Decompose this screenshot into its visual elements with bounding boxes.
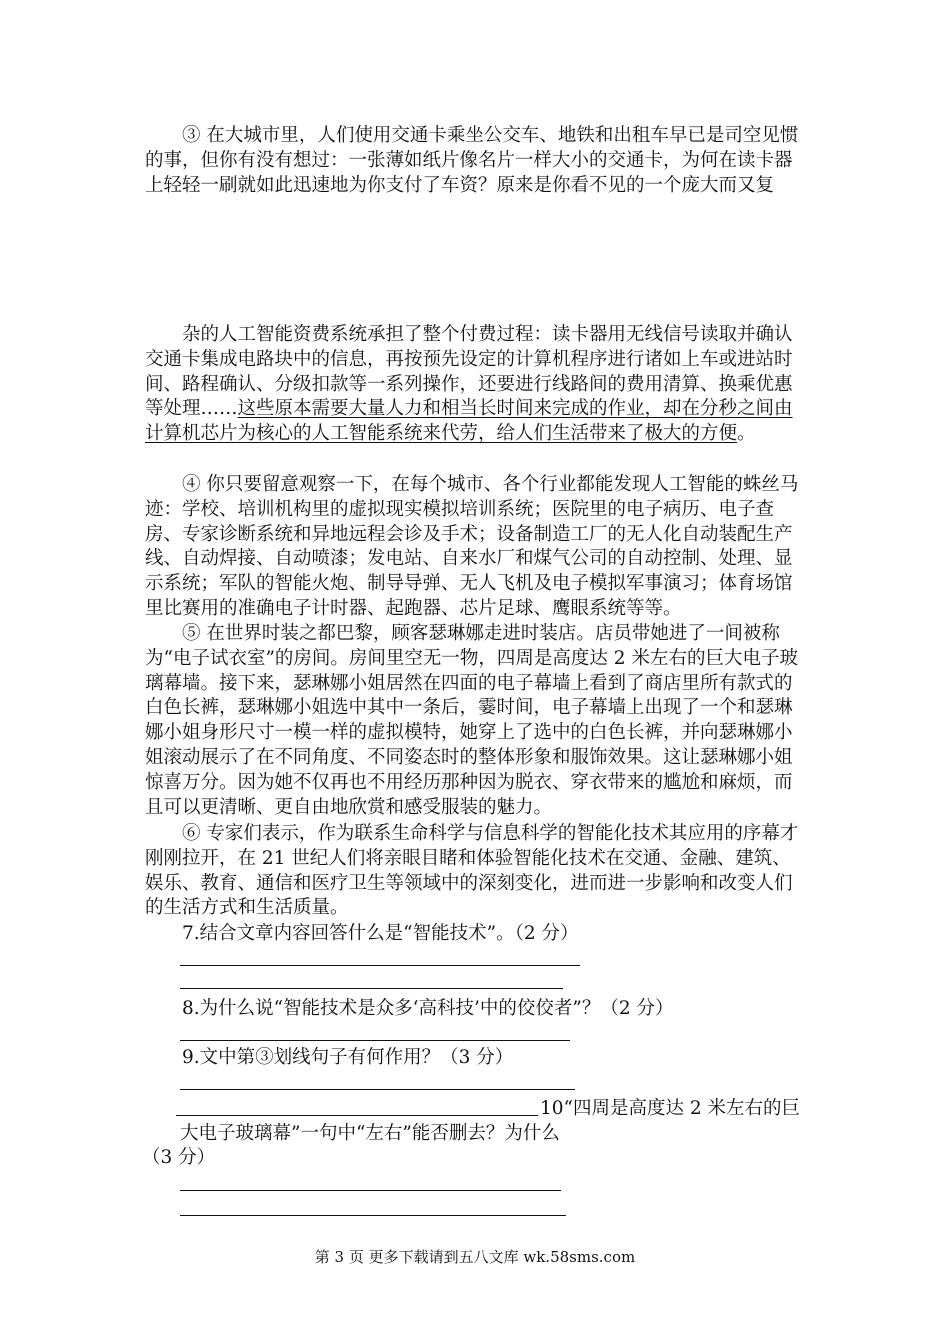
page-footer: 第 3 页 更多下载请到五八文库 wk.58sms.com [314,1248,636,1266]
answer-line-q7-1[interactable] [180,965,580,966]
answer-line-q10-1[interactable] [180,1190,561,1191]
paragraph-4: ④ 你只要留意观察一下，在每个城市、各个行业都能发现人工智能的蛛丝马迹：学校、培训机构里的虚拟现实模拟培训系统；医院里的电子病历、电子查房、专家诊断系统和异地远程会诊及手术；设备制造工厂的无人化自动装配生产线、自动焊接、自动喷漆；发电站、自来水厂和煤气公司的自动控制、处理、显示系统；军队的智能火炮、制导导弹、无人飞机及电子模拟军事演习；体育场馆里比赛用的准确电子计时器、起跑器、芯片足球、鹰眼系统等等。 [145,474,799,619]
paragraph-3-end: 。 [737,423,756,445]
answer-line-q9[interactable] [180,1089,575,1090]
paragraph-3-part-1: ③ 在大城市里，人们使用交通卡乘坐公交车、地铁和出租车早已是司空见惯的事，但你有没有想过：一张薄如纸片像名片一样大小的交通卡，为何在读卡器上轻轻一刷就如此迅速地为你支付了车资？原来是你看不见的一个庞大而又复 [145,125,799,196]
question-10-line-1: 10“四周是高度达 2 米左右的巨 [540,1098,801,1119]
paragraph-3-part-2 [145,323,805,447]
question-7: 7.结合文章内容回答什么是“智能技术”。（2 分） [182,923,579,944]
paragraph-3-plain-text: 杂的人工智能资费系统承担了整个付费过程：读卡器用无线信号读取并确认交通卡集成电路块中的信息，再按预先设定的计算机程序进行诸如上车或进站时间、路程确认、分级扣款等一系列操作，还要进行线路间的费用清算、换乘优惠等处理…… [145,324,793,420]
answer-line-q9-2[interactable] [176,1115,538,1116]
underlined-sentence: 这些原本需要大量人力和相当长时间来完成的作业，却在分秒之间由计算机芯片为核心的人工智能系统来代劳，给人们生活带来了极大的方便 [145,398,793,445]
answer-line-q10-2[interactable] [180,1215,566,1216]
paragraph-6: ⑥ 专家们表示，作为联系生命科学与信息科学的智能化技术其应用的序幕才刚刚拉开，在 21 世纪人们将亲眼目睹和体验智能化技术在交通、金融、建筑、娱乐、教育、通信和医疗卫生等领域中的深刻变化，进而进一步影响和改变人们的生活方式和生活质量。 [145,823,799,919]
question-10-line-3: （3 分） [142,1147,216,1168]
paragraph-5: ⑤ 在世界时装之都巴黎，顾客瑟琳娜走进时装店。店员带她进了一间被称为“电子试衣室”的房间。房间里空无一物，四周是高度达 2 米左右的巨大电子玻璃幕墙。接下来，瑟琳娜小姐居然在四面的电子幕墙上看到了商店里所有款式的白色长裤，瑟琳娜小姐选中其中一条后，霎时间，电子幕墙上出现了一个和瑟琳娜小姐身形尺寸一模一样的虚拟模特，她穿上了选中的白色长裤，并向瑟琳娜小姐滚动展示了在不同角度、不同姿态时的整体形象和服饰效果。这让瑟琳娜小姐惊喜万分。因为她不仅再也不用经历那种因为脱衣、穿衣带来的尴尬和麻烦，而且可以更清晰、更自由地欣赏和感受服装的魅力。 [145,623,798,818]
answer-line-q8[interactable] [180,1040,570,1041]
question-10-line-2: 大电子玻璃幕”一句中“左右”能否删去？为什么 [180,1123,560,1144]
question-9: 9.文中第③划线句子有何作用？（3 分） [182,1047,514,1068]
question-8: 8.为什么说“智能技术是众多‘高科技’中的佼佼者”？（2 分） [182,998,674,1019]
answer-line-q7-2[interactable] [180,988,563,989]
